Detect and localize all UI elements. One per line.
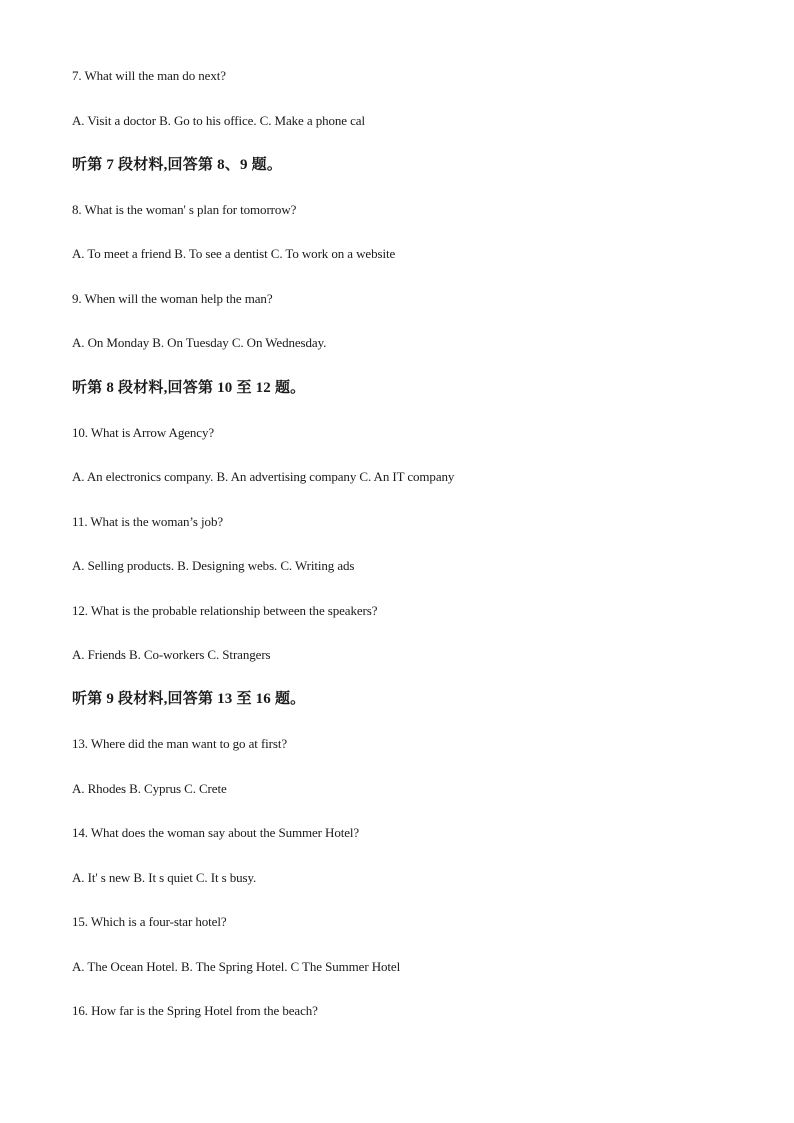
question-15: 15. Which is a four-star hotel? (72, 914, 227, 929)
question-8: 8. What is the woman' s plan for tomorrow? (72, 202, 297, 217)
question-14-options: A. It' s new B. It s quiet C. It s busy. (72, 870, 257, 885)
question-10: 10. What is Arrow Agency? (72, 425, 215, 440)
question-13: 13. Where did the man want to go at first? (72, 736, 288, 751)
question-8-options: A. To meet a friend B. To see a dentist C. To work on a website (72, 246, 396, 261)
question-9-options: A. On Monday B. On Tuesday C. On Wednesday. (72, 335, 327, 350)
section-heading-7: 听第 7 段材料,回答第 8、9 题。 (72, 157, 283, 173)
section-heading-8: 听第 8 段材料,回答第 10 至 12 题。 (72, 380, 306, 396)
question-12-options: A. Friends B. Co-workers C. Strangers (72, 647, 271, 662)
question-16: 16. How far is the Spring Hotel from the beach? (72, 1003, 318, 1018)
question-12: 12. What is the probable relationship between the speakers? (72, 603, 378, 618)
question-11-options: A. Selling products. B. Designing webs. C. Writing ads (72, 558, 355, 573)
question-7-options: A. Visit a doctor B. Go to his office. C. Make a phone cal (72, 113, 365, 128)
question-15-options: A. The Ocean Hotel. B. The Spring Hotel. C The Summer Hotel (72, 959, 401, 974)
question-7: 7. What will the man do next? (72, 68, 226, 83)
question-13-options: A. Rhodes B. Cyprus C. Crete (72, 781, 227, 796)
question-11: 11. What is the woman’s job? (72, 514, 224, 529)
question-10-options: A. An electronics company. B. An advertising company C. An IT company (72, 469, 455, 484)
question-14: 14. What does the woman say about the Summer Hotel? (72, 825, 360, 840)
question-9: 9. When will the woman help the man? (72, 291, 273, 306)
section-heading-9: 听第 9 段材料,回答第 13 至 16 题。 (72, 691, 306, 707)
